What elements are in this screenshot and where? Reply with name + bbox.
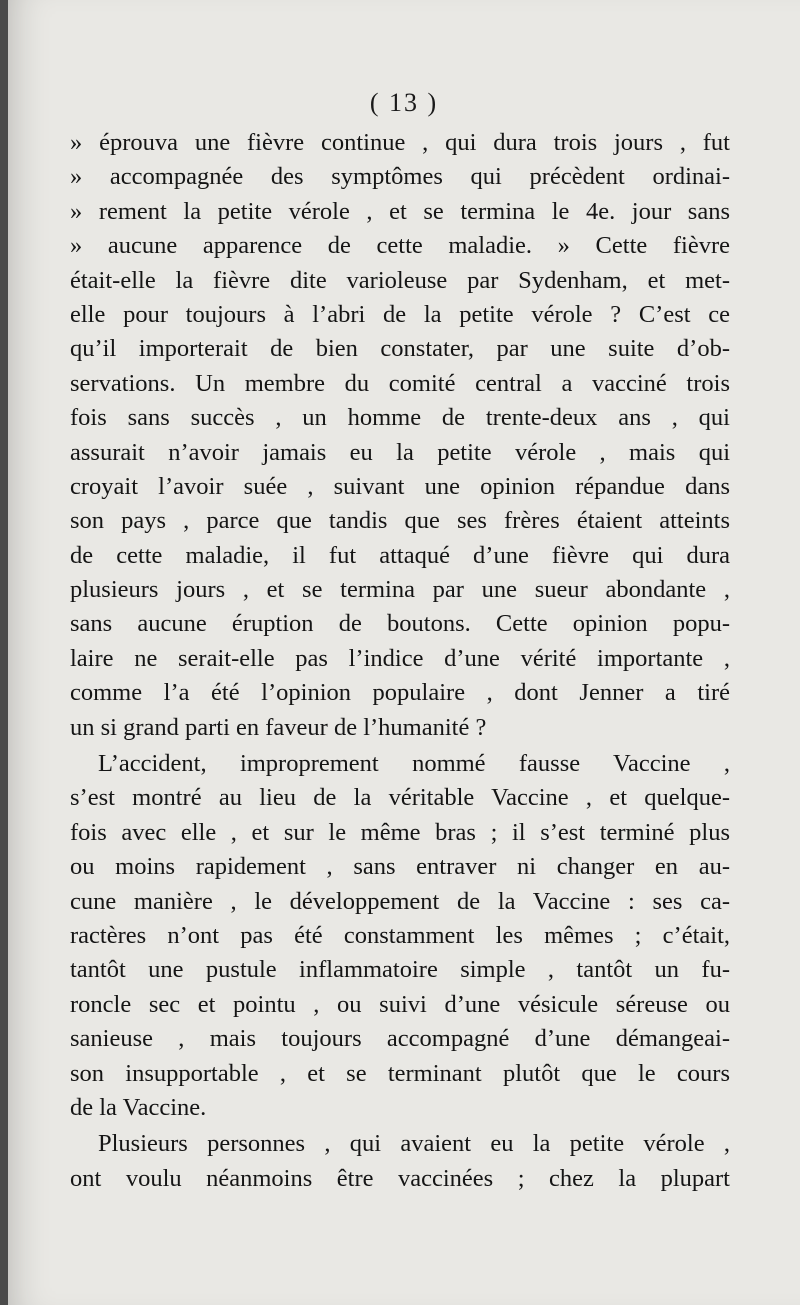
text-line: ractères n’ont pas été constamment les mêmes ; c’était, (70, 921, 730, 949)
text-line: servations. Un membre du comité central a vacciné trois (70, 369, 730, 397)
text-line: s’est montré au lieu de la véritable Vaccine , et quelque- (70, 784, 730, 812)
text-line: comme l’a été l’opinion populaire , dont Jenner a tiré (70, 679, 730, 707)
text-line: assurait n’avoir jamais eu la petite vérole , mais qui (70, 438, 730, 466)
text-line: de cette maladie, il fut attaqué d’une fièvre qui dura (70, 541, 730, 569)
text-line: » éprouva une fièvre continue , qui dura trois jours , fut (70, 129, 730, 156)
paragraph-2 (70, 747, 730, 1125)
text-line: qu’il importerait de bien constater, par une suite d’ob- (70, 335, 730, 363)
text-line: son pays , parce que tandis que ses frères étaient atteints (70, 507, 730, 535)
text-line: roncle sec et pointu , ou suivi d’une vésicule séreuse ou (70, 990, 730, 1018)
text-line: L’accident, improprement nommé fausse Vaccine , (98, 750, 730, 778)
text-line: » rement la petite vérole , et se termina le 4e. jour sans (70, 197, 730, 225)
text-line: plusieurs jours , et se termina par une sueur abondante , (70, 576, 730, 604)
text-line: ou moins rapidement , sans entraver ni changer en au- (70, 853, 730, 881)
book-page (8, 0, 800, 1305)
text-line: son insupportable , et se terminant plutôt que le cours (70, 1059, 730, 1087)
paragraph-3 (70, 1127, 730, 1196)
text-line: fois avec elle , et sur le même bras ; il s’est terminé plus (70, 818, 730, 846)
text-line: était-elle la fièvre dite varioleuse par Sydenham, et met- (70, 266, 730, 294)
text-line: de la Vaccine. (70, 1093, 207, 1121)
body-text (70, 126, 730, 1196)
text-line: fois sans succès , un homme de trente-deux ans , qui (70, 404, 730, 432)
text-line: » aucune apparence de cette maladie. » Cette fièvre (70, 232, 730, 260)
text-line: Plusieurs personnes , qui avaient eu la petite vérole , (98, 1130, 730, 1158)
text-line: croyait l’avoir suée , suivant une opinion répandue dans (70, 472, 730, 500)
paragraph-1 (70, 126, 730, 745)
text-line: elle pour toujours à l’abri de la petite vérole ? C’est ce (70, 300, 730, 328)
text-line: ont voulu néanmoins être vaccinées ; chez la plupart (70, 1164, 730, 1192)
text-line: laire ne serait-elle pas l’indice d’une vérité importante , (70, 644, 730, 672)
text-line: sans aucune éruption de boutons. Cette opinion popu- (70, 610, 730, 638)
text-line: sanieuse , mais toujours accompagné d’une démangeai- (70, 1025, 730, 1053)
page-number: ( 13 ) (369, 88, 439, 117)
text-line: un si grand parti en faveur de l’humanité ? (70, 713, 487, 741)
text-line: tantôt une pustule inflammatoire simple , tantôt un fu- (70, 956, 730, 984)
text-line: cune manière , le développement de la Vaccine : ses ca- (70, 887, 730, 915)
text-line: » accompagnée des symptômes qui précèdent ordinai- (70, 163, 730, 191)
